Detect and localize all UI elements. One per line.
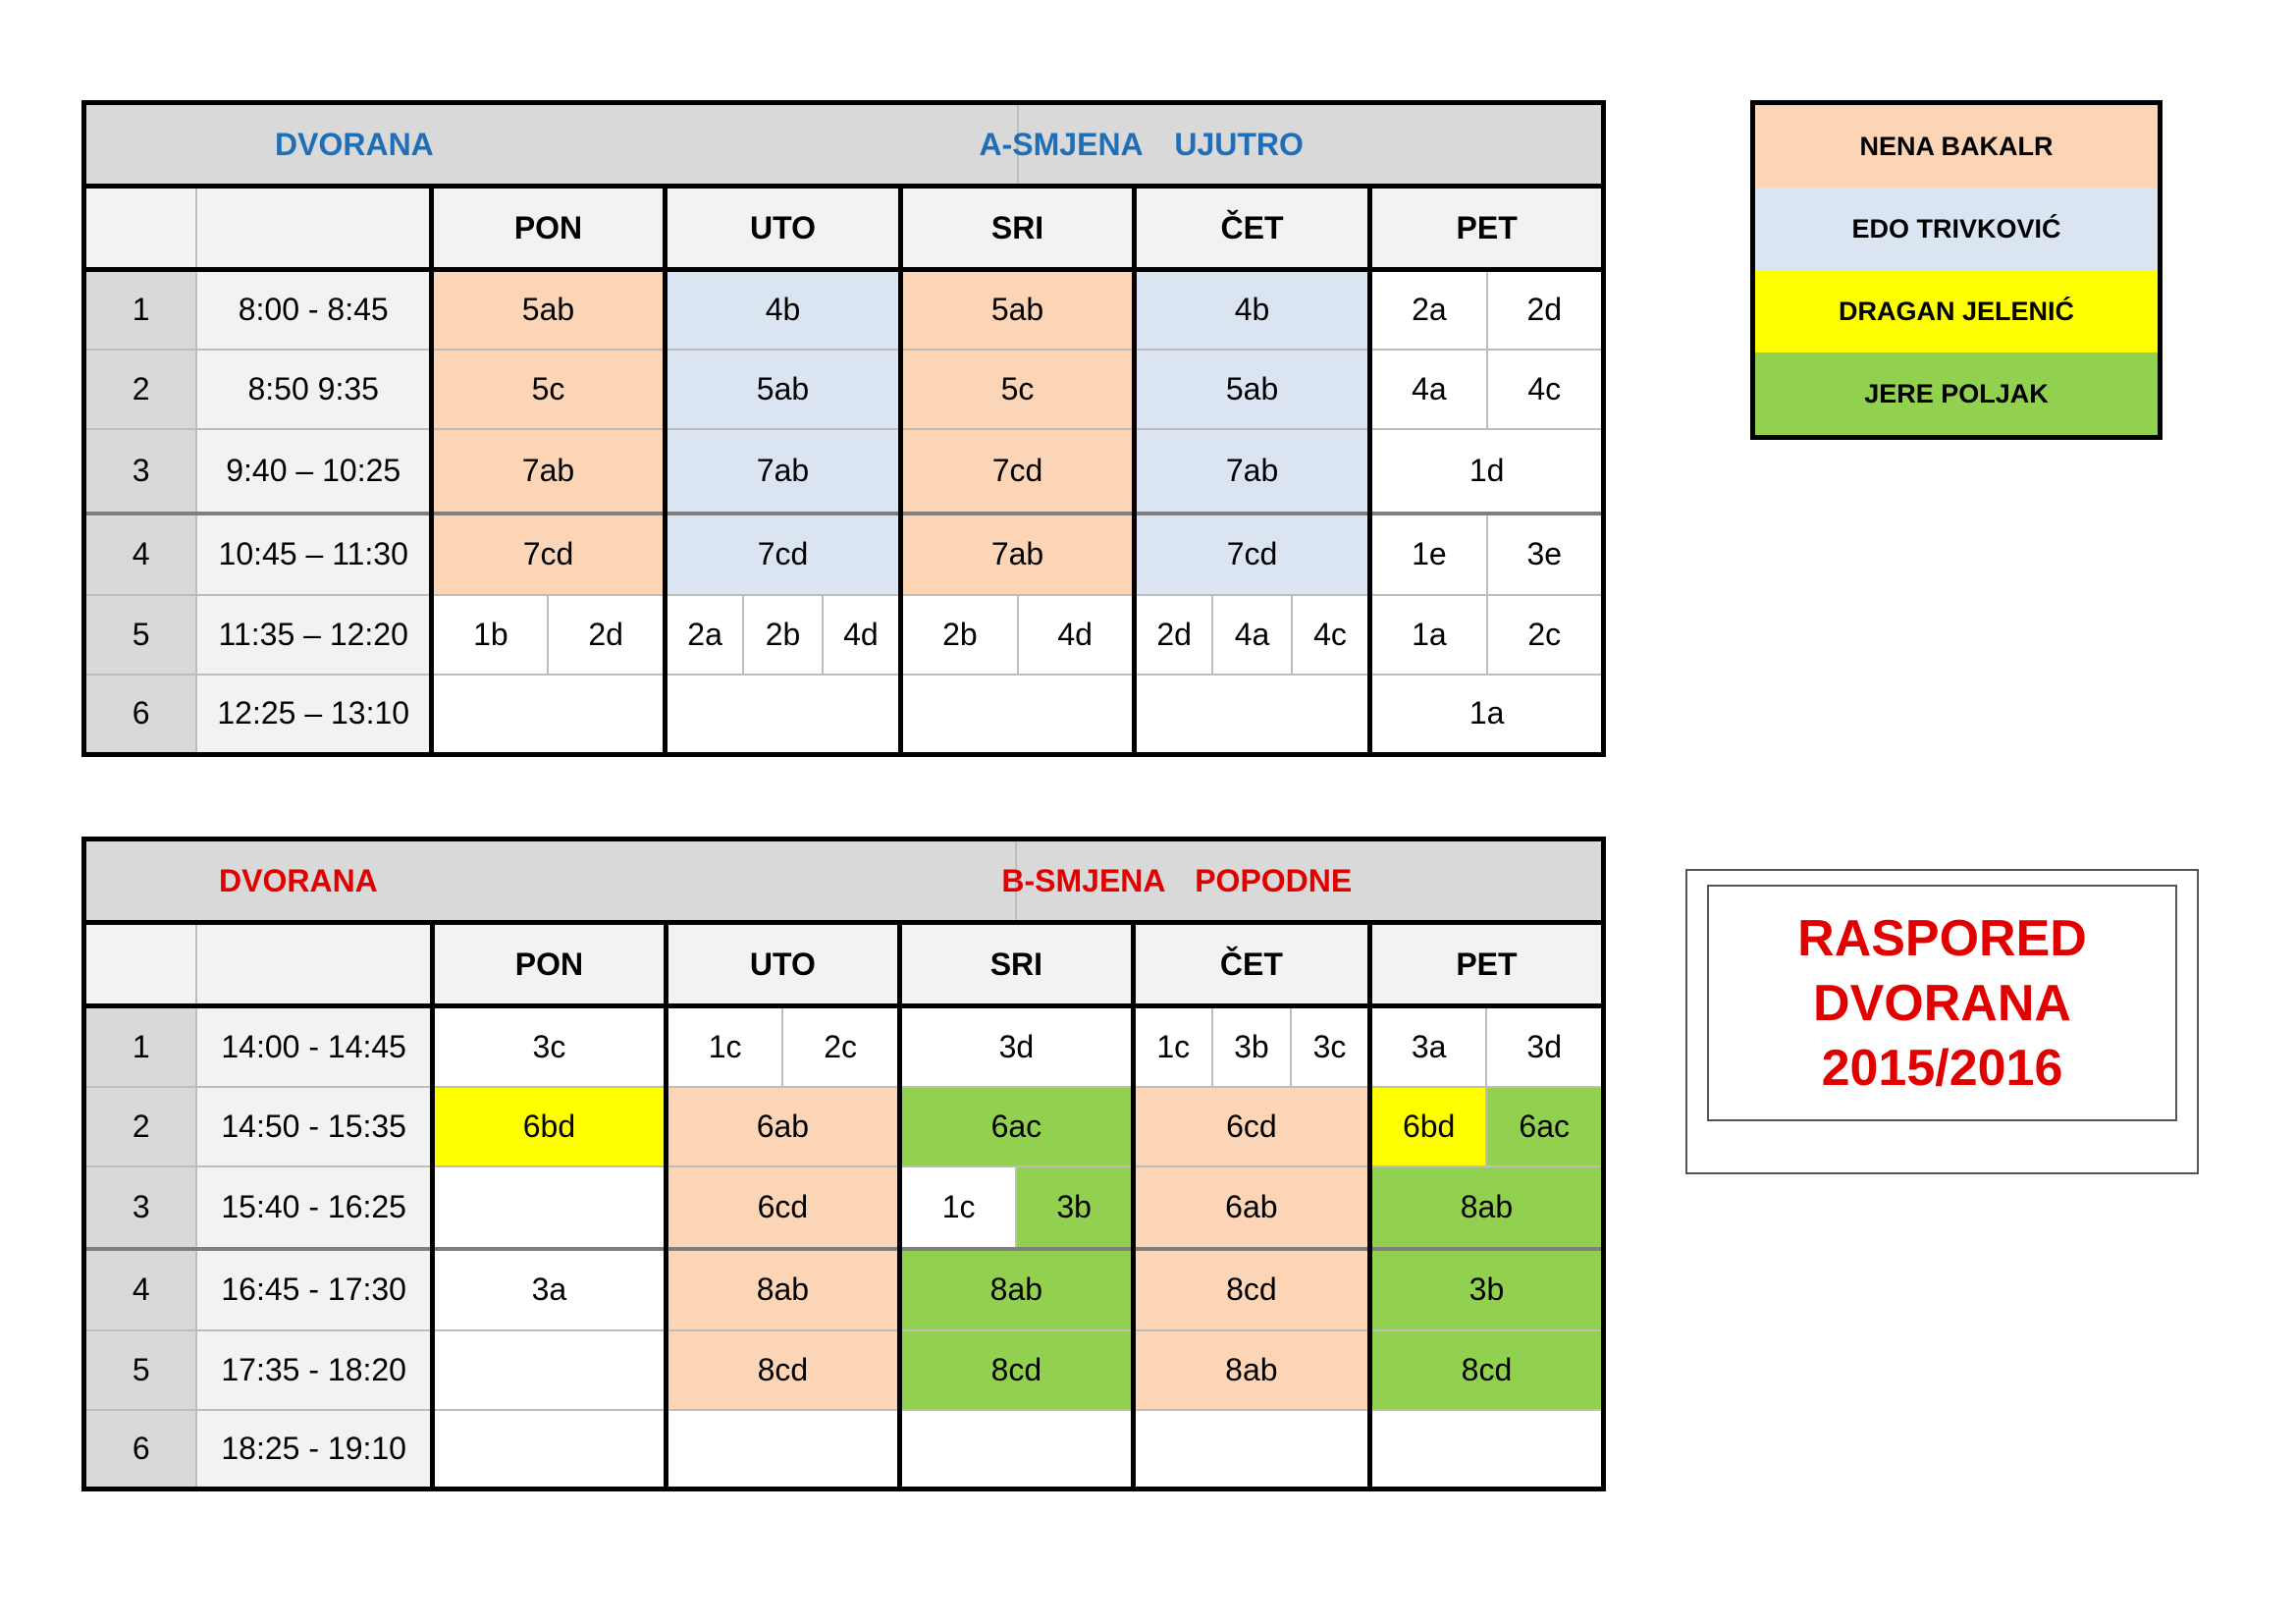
class-cell: 7cd bbox=[432, 514, 666, 595]
class-cell bbox=[1134, 675, 1370, 755]
hall-title bbox=[84, 839, 1017, 923]
table-row bbox=[84, 1249, 1604, 1330]
class-cell bbox=[1369, 1410, 1603, 1489]
document-title bbox=[1707, 885, 2177, 1121]
class-cell: 4c bbox=[1292, 595, 1370, 675]
period-time: 9:40 – 10:25 bbox=[196, 429, 432, 514]
day-header-cet: ČET bbox=[1134, 187, 1370, 270]
document-title-box bbox=[1685, 869, 2199, 1174]
class-cell bbox=[432, 1330, 666, 1410]
class-cell: 8ab bbox=[1133, 1330, 1369, 1410]
class-cell: 8cd bbox=[1133, 1249, 1369, 1330]
period-time: 11:35 – 12:20 bbox=[196, 595, 432, 675]
shift-title bbox=[1001, 839, 1603, 923]
legend-item-dragan-jelenic: DRAGAN JELENIĆ bbox=[1753, 270, 2161, 352]
class-cell: 2d bbox=[1487, 270, 1604, 350]
schedule-table-b bbox=[81, 837, 1606, 1491]
class-cell: 7cd bbox=[1134, 514, 1370, 595]
class-cell: 1c bbox=[899, 1166, 1016, 1249]
class-cell bbox=[899, 1410, 1133, 1489]
title-line-3: 2015/2016 bbox=[1821, 1039, 2063, 1097]
day-header-pon: PON bbox=[432, 923, 666, 1006]
class-cell bbox=[666, 1410, 899, 1489]
table-row bbox=[84, 350, 1604, 429]
class-cell: 3b bbox=[1369, 1249, 1603, 1330]
period-number: 4 bbox=[84, 1249, 197, 1330]
class-cell: 5c bbox=[901, 350, 1135, 429]
class-cell: 6ac bbox=[1486, 1087, 1603, 1166]
class-cell bbox=[432, 675, 666, 755]
class-cell bbox=[1133, 1410, 1369, 1489]
day-header-uto: UTO bbox=[665, 187, 901, 270]
period-number: 4 bbox=[84, 514, 197, 595]
period-number: 5 bbox=[84, 595, 197, 675]
class-cell: 6bd bbox=[1369, 1087, 1486, 1166]
shift-label: A-SMJENA bbox=[979, 126, 1143, 162]
corner-cell bbox=[84, 187, 197, 270]
period-time: 8:00 - 8:45 bbox=[196, 270, 432, 350]
period-number: 2 bbox=[84, 350, 197, 429]
table-row bbox=[84, 1087, 1604, 1166]
class-cell: 3b bbox=[1212, 1006, 1291, 1087]
period-number: 3 bbox=[84, 1166, 197, 1249]
class-cell: 4c bbox=[1487, 350, 1604, 429]
table-row bbox=[84, 595, 1604, 675]
period-time: 18:25 - 19:10 bbox=[196, 1410, 432, 1489]
table-row bbox=[84, 1166, 1604, 1249]
period-time: 8:50 9:35 bbox=[196, 350, 432, 429]
day-header-cet: ČET bbox=[1133, 923, 1369, 1006]
class-cell bbox=[432, 1410, 666, 1489]
header-row bbox=[84, 923, 1604, 1006]
class-cell: 3c bbox=[432, 1006, 666, 1087]
table-row bbox=[84, 429, 1604, 514]
time-header-cell bbox=[196, 187, 432, 270]
schedule-table-a bbox=[81, 100, 1606, 757]
period-number: 6 bbox=[84, 675, 197, 755]
table-row bbox=[84, 675, 1604, 755]
class-cell: 2a bbox=[1370, 270, 1487, 350]
corner-cell bbox=[84, 923, 197, 1006]
legend-item-jere-poljak: JERE POLJAK bbox=[1753, 352, 2161, 438]
period-number: 3 bbox=[84, 429, 197, 514]
class-cell: 2d bbox=[1134, 595, 1212, 675]
shift-title bbox=[979, 103, 1604, 187]
shift-time-label: UJUTRO bbox=[1174, 126, 1304, 162]
period-number: 1 bbox=[84, 270, 197, 350]
title-line-1: RASPORED bbox=[1797, 909, 2087, 967]
day-header-pet: PET bbox=[1370, 187, 1604, 270]
table-row bbox=[84, 1410, 1604, 1489]
class-cell: 4b bbox=[1134, 270, 1370, 350]
period-time: 14:00 - 14:45 bbox=[196, 1006, 432, 1087]
class-cell: 6ab bbox=[666, 1087, 899, 1166]
class-cell: 1b bbox=[432, 595, 549, 675]
class-cell: 8cd bbox=[1369, 1330, 1603, 1410]
class-cell: 4d bbox=[823, 595, 901, 675]
period-number: 1 bbox=[84, 1006, 197, 1087]
table-row bbox=[84, 514, 1604, 595]
class-cell: 6cd bbox=[666, 1166, 899, 1249]
period-number: 2 bbox=[84, 1087, 197, 1166]
class-cell: 7ab bbox=[901, 514, 1135, 595]
class-cell: 3c bbox=[1291, 1006, 1369, 1087]
class-cell bbox=[901, 675, 1135, 755]
shift-time-label: POPODNE bbox=[1195, 862, 1353, 898]
day-header-sri: SRI bbox=[899, 923, 1133, 1006]
class-cell: 8ab bbox=[899, 1249, 1133, 1330]
class-cell: 6ab bbox=[1133, 1166, 1369, 1249]
legend-item-nena-bakalr: NENA BAKALR bbox=[1753, 103, 2161, 189]
class-cell: 7ab bbox=[432, 429, 666, 514]
class-cell: 8cd bbox=[666, 1330, 899, 1410]
period-number: 5 bbox=[84, 1330, 197, 1410]
class-cell: 5c bbox=[432, 350, 666, 429]
table-row bbox=[84, 270, 1604, 350]
time-header-cell bbox=[196, 923, 432, 1006]
class-cell: 3b bbox=[1016, 1166, 1133, 1249]
period-time: 12:25 – 13:10 bbox=[196, 675, 432, 755]
hall-label: DVORANA bbox=[219, 862, 378, 898]
class-cell: 6cd bbox=[1133, 1087, 1369, 1166]
class-cell: 7ab bbox=[1134, 429, 1370, 514]
shift-label: B-SMJENA bbox=[1001, 862, 1165, 898]
class-cell: 6ac bbox=[899, 1087, 1133, 1166]
day-header-pet: PET bbox=[1369, 923, 1603, 1006]
class-cell: 2a bbox=[665, 595, 743, 675]
class-cell: 4d bbox=[1018, 595, 1135, 675]
class-cell: 2c bbox=[1487, 595, 1604, 675]
class-cell: 8ab bbox=[1369, 1166, 1603, 1249]
period-time: 14:50 - 15:35 bbox=[196, 1087, 432, 1166]
hall-title bbox=[84, 103, 1018, 187]
class-cell: 7cd bbox=[665, 514, 901, 595]
title-row bbox=[84, 103, 1604, 187]
table-row bbox=[84, 1006, 1604, 1087]
period-number: 6 bbox=[84, 1410, 197, 1489]
class-cell: 6bd bbox=[432, 1087, 666, 1166]
period-time: 16:45 - 17:30 bbox=[196, 1249, 432, 1330]
hall-label: DVORANA bbox=[275, 126, 434, 162]
day-header-uto: UTO bbox=[666, 923, 899, 1006]
class-cell bbox=[665, 675, 901, 755]
class-cell: 5ab bbox=[1134, 350, 1370, 429]
class-cell: 1c bbox=[1133, 1006, 1211, 1087]
class-cell: 8cd bbox=[899, 1330, 1133, 1410]
class-cell: 1e bbox=[1370, 514, 1487, 595]
period-time: 10:45 – 11:30 bbox=[196, 514, 432, 595]
class-cell: 5ab bbox=[901, 270, 1135, 350]
class-cell: 5ab bbox=[432, 270, 666, 350]
class-cell: 3a bbox=[1369, 1006, 1486, 1087]
class-cell: 2b bbox=[901, 595, 1018, 675]
class-cell: 2b bbox=[743, 595, 822, 675]
class-cell: 7ab bbox=[665, 429, 901, 514]
table-row bbox=[84, 1330, 1604, 1410]
class-cell: 4b bbox=[665, 270, 901, 350]
class-cell: 3d bbox=[1486, 1006, 1603, 1087]
class-cell: 4a bbox=[1212, 595, 1291, 675]
day-header-sri: SRI bbox=[901, 187, 1135, 270]
class-cell: 2c bbox=[782, 1006, 899, 1087]
class-cell: 7cd bbox=[901, 429, 1135, 514]
class-cell: 5ab bbox=[665, 350, 901, 429]
day-header-pon: PON bbox=[432, 187, 666, 270]
class-cell: 1d bbox=[1370, 429, 1604, 514]
class-cell: 1a bbox=[1370, 675, 1604, 755]
class-cell: 1a bbox=[1370, 595, 1487, 675]
class-cell bbox=[432, 1166, 666, 1249]
period-time: 15:40 - 16:25 bbox=[196, 1166, 432, 1249]
title-row bbox=[84, 839, 1604, 923]
class-cell: 2d bbox=[548, 595, 665, 675]
class-cell: 4a bbox=[1370, 350, 1487, 429]
class-cell: 1c bbox=[666, 1006, 782, 1087]
legend-item-edo-trivkovic: EDO TRIVKOVIĆ bbox=[1753, 188, 2161, 270]
period-time: 17:35 - 18:20 bbox=[196, 1330, 432, 1410]
header-row bbox=[84, 187, 1604, 270]
teacher-legend bbox=[1750, 100, 2163, 440]
class-cell: 3a bbox=[432, 1249, 666, 1330]
class-cell: 3e bbox=[1487, 514, 1604, 595]
title-line-2: DVORANA bbox=[1813, 974, 2071, 1032]
class-cell: 3d bbox=[899, 1006, 1133, 1087]
class-cell: 8ab bbox=[666, 1249, 899, 1330]
